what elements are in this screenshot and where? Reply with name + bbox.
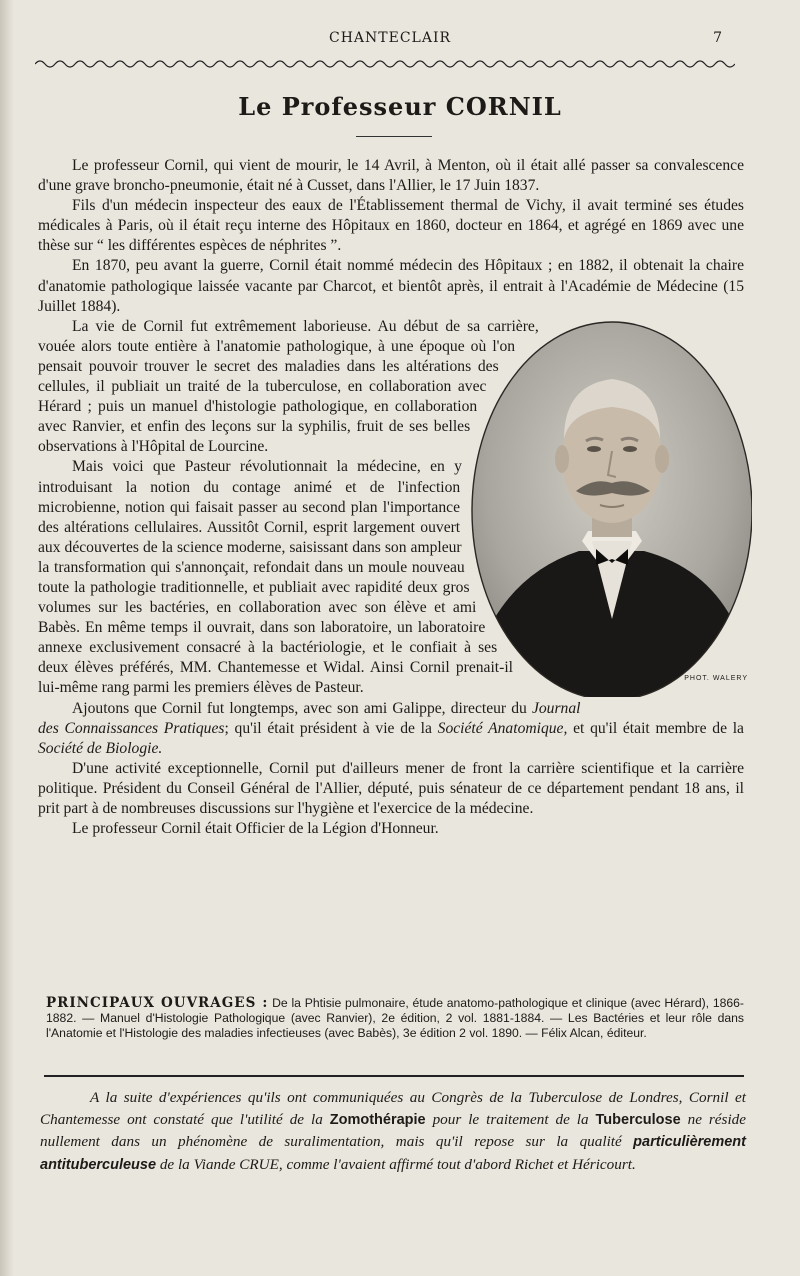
highlight-tuberculose: Tuberculose bbox=[595, 1111, 681, 1128]
society-name: Société de Biologie. bbox=[38, 739, 163, 757]
paragraph: Fils d'un médecin inspecteur des eaux de l'Établissement thermal de Vichy, il avait terminé ses études médicales à Paris, où il était reçu interne des Hôpitaux en 1860, docteur en 1864, et agrégé en 1869 avec une thèse sur “ les différentes espèces de néphrites ”. bbox=[38, 197, 744, 255]
paragraph: Le professeur Cornil, qui vient de mourir, le 14 Avril, à Menton, où il était allé passer sa convalescence d'une grave broncho-pneumonie, était né à Cusset, dans l'Allier, le 17 Juin 1837. bbox=[38, 157, 744, 195]
text-run: Ajoutons que Cornil fut longtemps, avec son ami Galippe, directeur du bbox=[72, 699, 532, 717]
paragraph: La vie de Cornil fut extrêmement laborieuse. Au début de sa carrière, vouée alors toute entière à l'anatomie pathologique, à une époque où l'on pensait pouvoir trouver le secret des maladies dans les altérations des cellules, il publiait un traité de la tuberculose, en collaboration avec Hérard ; puis un manuel d'histologie pathologique, en collaboration avec Ranvier, et enfin des leçons sur la syphilis, fruit de ses belles observations à l'Hôpital de Lourcine. bbox=[38, 317, 539, 456]
text-run: ne réside nullement dans un phénomène de suralimentation, mais qu'il repose sur la qualité bbox=[40, 1110, 746, 1150]
works-heading: PRINCIPAUX OUVRAGES : bbox=[46, 995, 269, 1011]
principal-works bbox=[46, 996, 744, 1041]
paragraph: Le professeur Cornil était Officier de la Légion d'Honneur. bbox=[72, 820, 439, 838]
section-divider bbox=[44, 1075, 744, 1077]
page-number: 7 bbox=[713, 30, 722, 46]
journal-title: Journal des Connaissances Pratiques bbox=[38, 699, 581, 737]
portrait-figure bbox=[464, 319, 752, 697]
paragraph: Mais voici que Pasteur révolutionnait la médecine, en y introduisant la notion du contage animé et de l'infection microbienne, notion qui faisait passer au second plan l'importance des altérations cellulaires. Aussitôt Cornil, esprit largement ouvert aux découvertes de la science moderne, saisissant dans son ampleur la transformation qui s'annonçait, refondait dans un moule nouveau toute la pathologie traditionnelle, et publiait avec rapidité deux gros volumes sur les bactéries, en collaboration avec son élève et ami Babès. En même temps il ouvrait, dans son laboratoire, un laboratoire annexe exclusivement consacré à la bactériologie, et le confiait à ses deux élèves préférés, MM. Chantemesse et Widal. Ainsi Cornil prenait-il lui-même rang parmi les premiers élèves de Pasteur. bbox=[38, 458, 513, 697]
wavy-rule bbox=[35, 54, 735, 70]
society-name: Société Anatomique, bbox=[437, 719, 568, 737]
highlight-antituberculeuse: particulièrement antituberculeuse bbox=[40, 1134, 746, 1173]
paragraph: D'une activité exceptionnelle, Cornil put d'ailleurs mener de front la carrière scientifique et la carrière politique. Président du Conseil Général de l'Allier, député, puis sénateur de ce département pendant 18 ans, il prit part à de nombreuses discussions sur l'hygiène et l'exercice de la médecine. bbox=[38, 759, 744, 817]
magazine-name: CHANTECLAIR bbox=[328, 30, 452, 46]
text-run: pour le traitement de la bbox=[425, 1110, 596, 1128]
advertisement-note bbox=[40, 1087, 746, 1176]
highlight-zomotherapie: Zomothérapie bbox=[329, 1111, 426, 1128]
note-paragraph bbox=[40, 1087, 746, 1176]
text-run: de la Viande CRUE, comme l'avaient affirmé tout d'abord Richet et Héricourt. bbox=[156, 1155, 636, 1173]
text-run: et qu'il était membre de la bbox=[567, 719, 744, 737]
paragraph: En 1870, peu avant la guerre, Cornil était nommé médecin des Hôpitaux ; en 1882, il obtenait la chaire d'anatomie pathologique laissée vacante par Charcot, et bientôt après, il entrait à l'Académie de Médecine (15 Juillet 1884). bbox=[38, 257, 744, 315]
article-body bbox=[38, 156, 748, 839]
running-header bbox=[40, 30, 740, 54]
title-rule bbox=[356, 136, 432, 137]
text-run: ; qu'il était président à vie de la bbox=[224, 719, 438, 737]
photo-credit: PHOT. WALERY bbox=[684, 674, 748, 682]
article-title: Le Professeur CORNIL bbox=[238, 92, 562, 121]
page-binding-shadow bbox=[0, 0, 14, 1276]
portrait-photo bbox=[464, 319, 752, 697]
text-run: A la suite d'expériences qu'ils ont communiquées au Congrès de la Tuberculose de Londres, Cornil et Chantemesse ont constaté que l'utilité de la bbox=[40, 1089, 746, 1128]
works-list: De la Phtisie pulmonaire, étude anatomo-pathologique et clinique (avec Hérard), 1866-1882. — Manuel d'Histologie Pathologique (avec Ranvier), 2e édition, 2 vol. 1881-1884. — Les Bactéries et leur rôle dans l'Anatomie et l'Histologie des maladies infectieuses (avec Babès), 3e édition 2 vol. 1890. — Félix Alcan, éditeur. bbox=[46, 996, 744, 1040]
paragraph-galippe bbox=[38, 699, 744, 759]
